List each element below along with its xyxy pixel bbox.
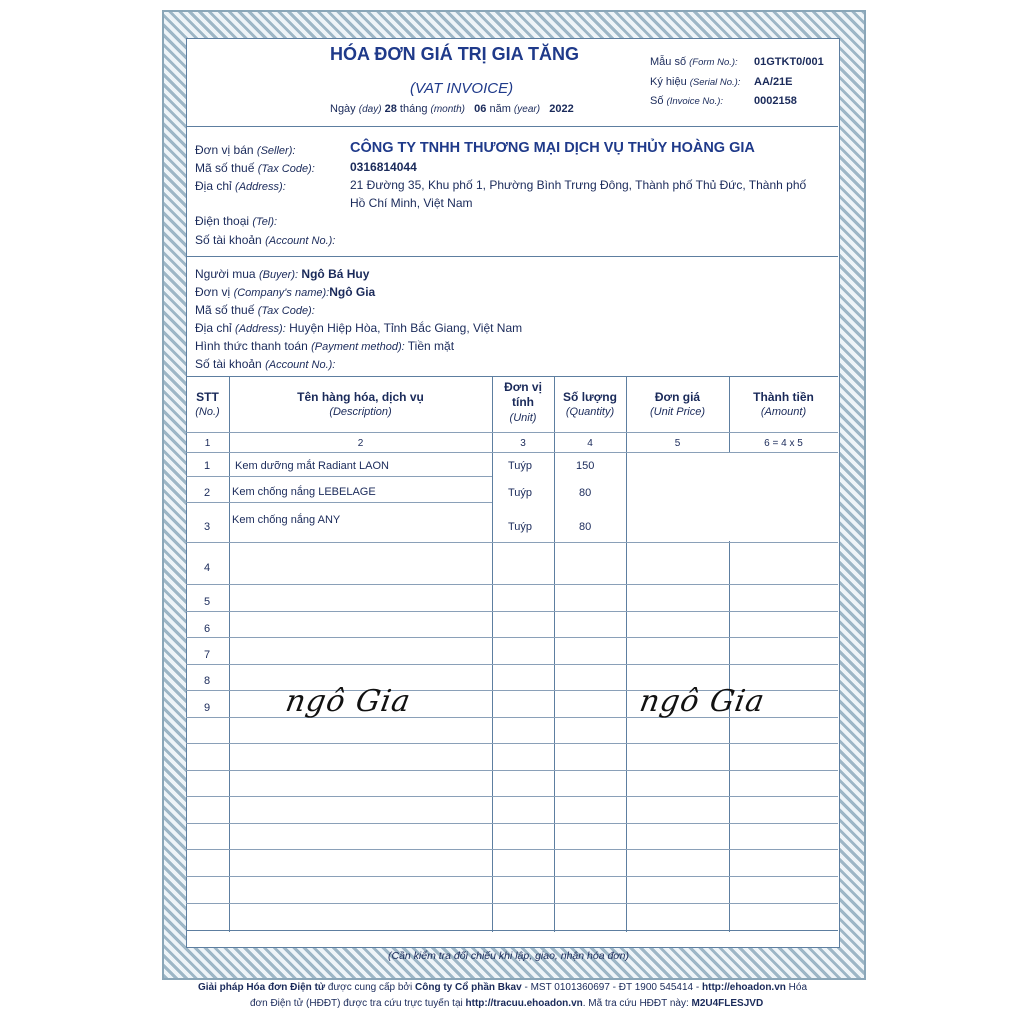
handwritten-signature-left: ngô Gia <box>282 684 414 719</box>
header-unit: Đơn vị tính (Unit) <box>504 380 542 424</box>
lookup-link[interactable]: http://tracuu.ehoadon.vn <box>465 998 583 1009</box>
provider-footer-line2: đơn Điện tử (HĐĐT) được tra cứu trực tuyến tại http://tracuu.ehoadon.vn. Mã tra cứu HĐĐT này: M2U4FLESJVD <box>250 998 764 1009</box>
handwritten-signature-right: ngô Gia <box>636 684 768 719</box>
row-divider <box>186 823 838 824</box>
item-description: Kem dưỡng mắt Radiant LAON <box>235 460 389 472</box>
row-no: 3 <box>204 521 211 533</box>
buyer-account-label: Số tài khoản (Account No.): <box>195 357 336 371</box>
verification-note: (Cần kiểm tra đối chiếu khi lập, giao, nhận hóa đơn) <box>388 950 629 962</box>
row-divider <box>186 584 838 585</box>
ehoadon-link[interactable]: http://ehoadon.vn <box>702 982 786 993</box>
invoice-title: HÓA ĐƠN GIÁ TRỊ GIA TĂNG <box>330 44 580 64</box>
item-quantity: 80 <box>579 487 592 499</box>
form-no-label: Mẫu số (Form No.): <box>650 56 738 68</box>
form-no: 01GTKT0/001 <box>754 56 824 68</box>
seller-account-label: Số tài khoản (Account No.): <box>195 233 336 247</box>
row-divider <box>186 476 492 477</box>
seller-tel-label: Điện thoại (Tel): <box>195 214 278 228</box>
invoice-date: Ngày (day) 28 tháng (month) 06 năm (year) 2022 <box>330 103 574 115</box>
row-divider <box>186 849 838 850</box>
column-number: 2 <box>357 438 364 449</box>
item-unit: Tuýp <box>508 487 533 499</box>
row-divider <box>186 502 492 503</box>
header-quantity: Số lượng (Quantity) <box>563 390 617 418</box>
row-divider <box>186 876 838 877</box>
row-divider <box>186 796 838 797</box>
row-divider <box>186 637 838 638</box>
header-amount: Thành tiền (Amount) <box>753 390 814 418</box>
row-divider <box>186 611 838 612</box>
buyer-address: Huyện Hiệp Hòa, Tỉnh Bắc Giang, Việt Nam <box>289 321 523 335</box>
serial-label: Ký hiệu (Serial No.): <box>650 76 741 88</box>
row-divider <box>186 542 838 543</box>
invoice-no: 0002158 <box>754 95 797 107</box>
seller-address-line2: Hồ Chí Minh, Việt Nam <box>350 196 473 210</box>
item-unit: Tuýp <box>508 460 533 472</box>
divider <box>186 256 838 257</box>
header-no: STT (No.) <box>195 390 220 418</box>
row-divider <box>186 743 838 744</box>
row-no: 7 <box>204 649 211 661</box>
serial-no: AA/21E <box>754 76 793 88</box>
item-quantity: 150 <box>576 460 595 472</box>
table-bottom-border <box>186 930 838 931</box>
row-divider <box>186 664 838 665</box>
redacted-prices <box>627 453 837 541</box>
row-no: 8 <box>204 675 211 687</box>
company-name: Ngô Gia <box>329 285 376 299</box>
invoice-subtitle: (VAT INVOICE) <box>410 80 514 97</box>
item-quantity: 80 <box>579 521 592 533</box>
seller-address-line1: 21 Đường 35, Khu phố 1, Phường Bình Trưng Đông, Thành phố Thủ Đức, Thành phố <box>350 178 807 192</box>
row-no: 2 <box>204 487 211 499</box>
header-description: Tên hàng hóa, dịch vụ (Description) <box>297 390 424 418</box>
column-number: 1 <box>204 438 211 449</box>
row-no: 9 <box>204 702 211 714</box>
lookup-code: M2U4FLESJVD <box>691 998 764 1009</box>
company-label: Đơn vị (Company's name):Ngô Gia <box>195 285 376 299</box>
seller-address-label: Địa chỉ (Address): <box>195 179 286 193</box>
buyer-label: Người mua (Buyer): Ngô Bá Huy <box>195 267 370 281</box>
column-number: 4 <box>587 438 593 449</box>
row-no: 5 <box>204 596 211 608</box>
column-number: 5 <box>674 438 681 449</box>
seller-name: CÔNG TY TNHH THƯƠNG MẠI DỊCH VỤ THỦY HOÀNG GIA <box>350 140 755 156</box>
row-divider <box>186 432 838 433</box>
column-number: 6 = 4 x 5 <box>764 438 803 449</box>
seller-tax-code: 0316814044 <box>350 160 417 174</box>
invoice-no-label: Số (Invoice No.): <box>650 95 724 107</box>
row-no: 1 <box>204 460 211 472</box>
payment-method-label: Hình thức thanh toán (Payment method): Tiền mặt <box>195 339 455 353</box>
row-divider <box>186 903 838 904</box>
column-number: 3 <box>520 438 526 449</box>
item-description: Kem chống nắng ANY <box>232 514 341 526</box>
row-divider <box>186 770 838 771</box>
item-description: Kem chống nắng LEBELAGE <box>232 486 376 498</box>
seller-label: Đơn vị bán (Seller): <box>195 143 296 157</box>
provider-footer-line1: Giải pháp Hóa đơn Điện tử được cung cấp bởi Công ty Cổ phần Bkav - MST 0101360697 - ĐT 1900 545414 - http://ehoadon.vn Hóa <box>198 982 808 993</box>
divider <box>186 126 838 127</box>
row-no: 4 <box>204 562 211 574</box>
buyer-tax-label: Mã số thuế (Tax Code): <box>195 303 315 317</box>
buyer-address-label: Địa chỉ (Address): Huyện Hiệp Hòa, Tỉnh Bắc Giang, Việt Nam <box>195 321 523 335</box>
header-unit-price: Đơn giá (Unit Price) <box>649 390 705 418</box>
divider <box>186 376 838 377</box>
item-unit: Tuýp <box>508 521 533 533</box>
buyer-name: Ngô Bá Huy <box>301 267 370 281</box>
seller-tax-label: Mã số thuế (Tax Code): <box>195 161 315 175</box>
payment-method: Tiền mặt <box>407 339 455 353</box>
row-no: 6 <box>204 623 211 635</box>
